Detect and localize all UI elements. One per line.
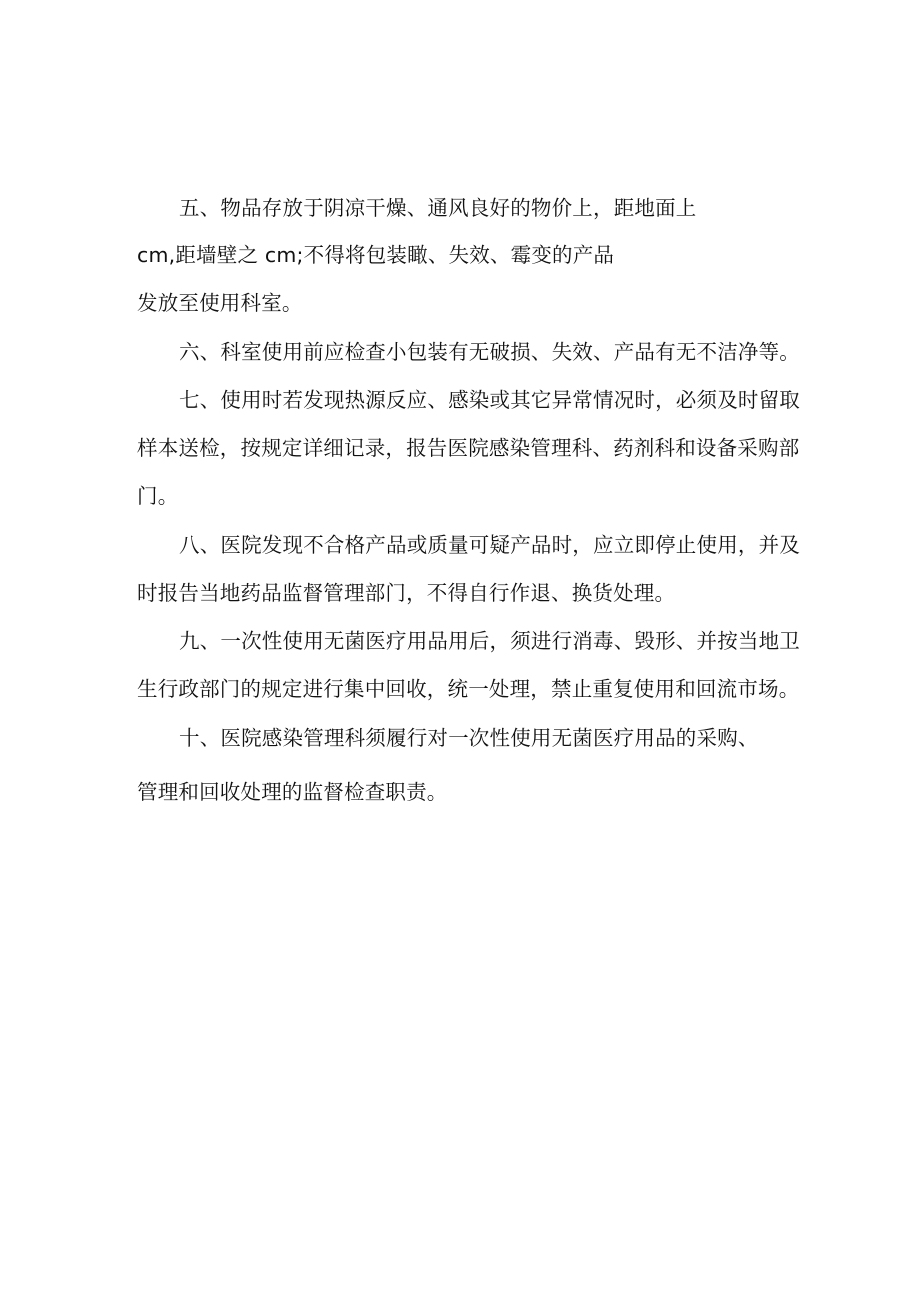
- paragraph-5-line-2: cm,距墙壁之 cm;不得将包装瞰、失效、霉变的产品: [137, 243, 615, 267]
- paragraph-5-line-3: 发放至使用科室。: [137, 291, 303, 315]
- paragraph-10-line-2: 管理和回收处理的监督检查职责。: [137, 780, 448, 804]
- paragraph-9-line-1: 九、一次性使用无菌医疗用品用后，须进行消毒、毁形、并按当地卫: [179, 629, 800, 653]
- paragraph-8-line-2: 时报告当地药品监督管理部门，不得自行作退、换货处理。: [137, 581, 676, 605]
- paragraph-9-line-2: 生行政部门的规定进行集中回收，统一处理，禁止重复使用和回流市场。: [137, 677, 800, 701]
- paragraph-5-line-1: 五、物品存放于阴凉干燥、通风良好的物价上，距地面上: [179, 196, 697, 220]
- paragraph-6-line-1: 六、科室使用前应检查小包装有无破损、失效、产品有无不洁净等。: [179, 340, 800, 364]
- paragraph-7-line-2: 样本送检，按规定详细记录，报告医院感染管理科、药剂科和设备采购部: [137, 436, 800, 460]
- paragraph-8-line-1: 八、医院发现不合格产品或质量可疑产品时，应立即停止使用，并及: [179, 533, 800, 557]
- paragraph-7-line-1: 七、使用时若发现热源反应、感染或其它异常情况时，必须及时留取: [179, 388, 800, 412]
- paragraph-7-line-3: 门。: [137, 484, 179, 508]
- paragraph-10-line-1: 十、医院感染管理科须履行对一次性使用无菌医疗用品的采购、: [179, 726, 759, 750]
